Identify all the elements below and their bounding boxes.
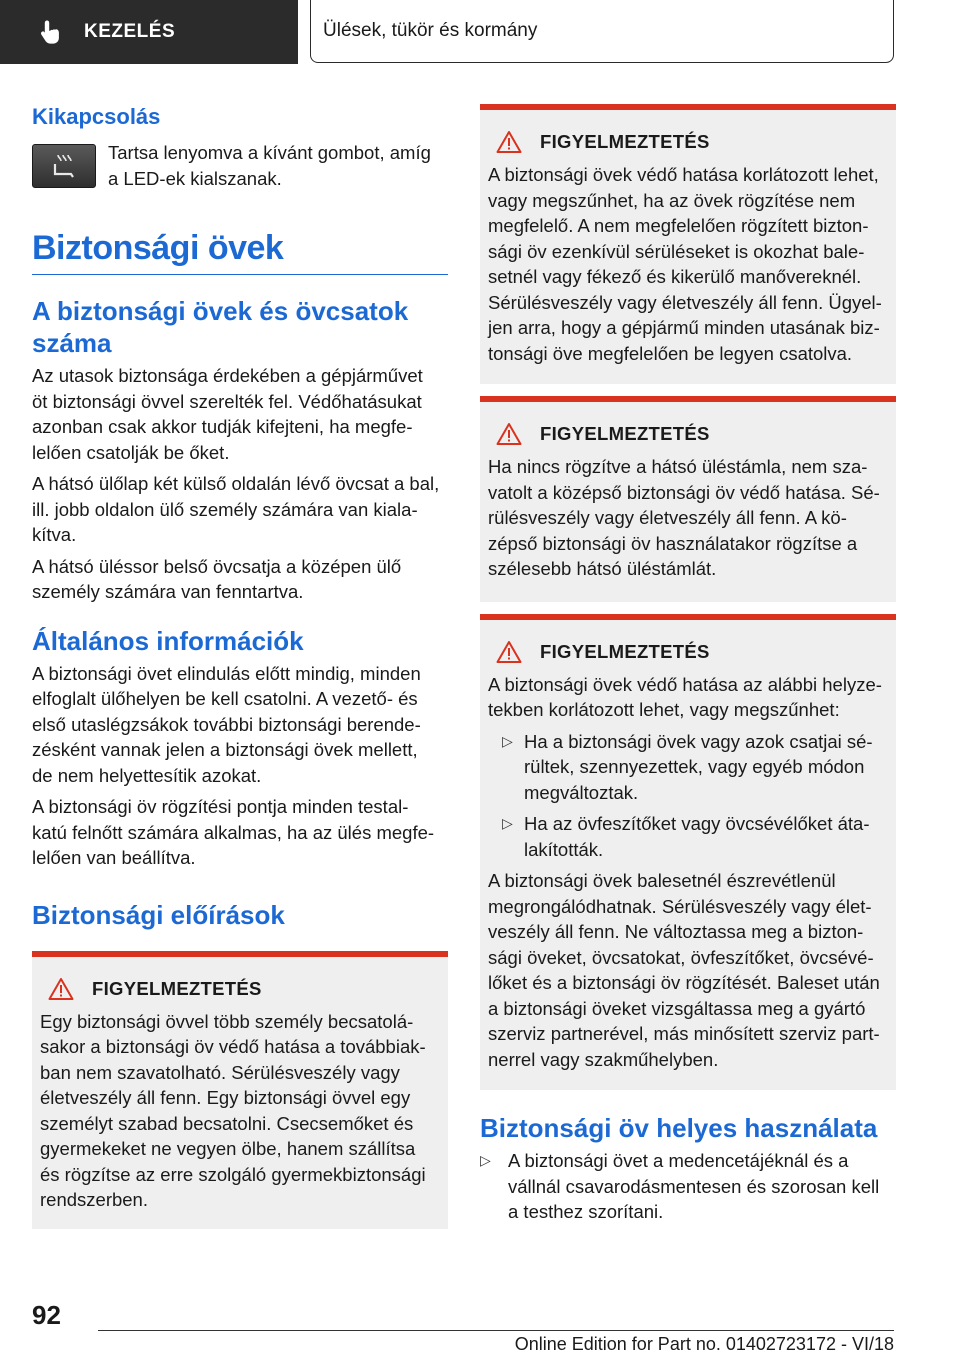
list-item [488,811,888,862]
text-line: A hátsó üléssor belső övcsatja a középen ülő [32,555,402,577]
list-item-line: Ha a biztonsági övek vagy azok csatjai sé- [524,730,873,752]
warning-text-line: zépső biztonsági öv használatakor rögzítse a [488,532,858,554]
text-line: lelően csatolják be őket. [32,441,230,463]
list-item-line: lakították. [524,838,604,860]
warning-triangle-icon [496,130,522,154]
warning-text-line: sakor a biztonsági öv védő hatása a továbbiak- [40,1036,426,1057]
text-line: öt biztonsági övvel szerelték fel. Védőhatásukat [32,390,422,412]
warning-text-line: tonsági öve megfelelően be legyen csatolva. [488,342,853,364]
warning-text-line: A biztonsági övek védő hatása korlátozott lehet, [488,164,879,185]
text-line: elfoglalt ülőhelyen be kell csatolni. A vezető- és [32,688,418,709]
text-line: zésként vannak jelen a biztonsági övek mellett, [32,739,418,760]
warning-text-line: megfelelő. A nem megfelelően rögzített bizton- [488,215,869,236]
chapter-tab [310,0,894,63]
text-line: azonban csak akkor tudják kifejteni, ha megfe- [32,416,413,437]
section-title-rule [32,274,448,275]
warning-text-line: szerviz partnerével, más minősített szerviz part- [488,1023,880,1044]
warning-text-line: ban nem szavatolható. Sérülésveszély vagy [40,1061,400,1083]
subsection-title-line: A biztonsági övek és övcsatok [32,296,409,326]
footer-rule [98,1330,894,1331]
text-line: A hátsó ülőlap két külső oldalán lévő övcsat a bal, [32,473,440,494]
warning-text-line: a biztonsági öveket vizsgáltassa meg a gyártó [488,997,866,1019]
subsection-title: Általános információk [32,625,304,656]
text-line: de nem helyettesítik azokat. [32,764,262,786]
subsection-title: Biztonsági előírások [32,899,285,930]
right-column [480,100,896,1225]
pointing-hand-icon [38,18,66,46]
warning-title: FIGYELMEZTETÉS [540,131,710,152]
warning-text-line: Ha nincs rögzítve a hátsó üléstámla, nem sza- [488,456,868,477]
warning-header [40,977,440,1001]
warning-text-line: setnél vagy fékező és kikerülő manővereknél. [488,266,862,287]
warning-text-line: A biztonsági övek balesetnél észrevétlenül [488,870,836,891]
warning-header [488,422,888,446]
paragraph [32,471,448,548]
warning-triangle-icon [496,640,522,664]
left-column [32,100,448,1229]
warning-text-line: jen arra, hogy a gépjármű minden utasának biz- [488,317,880,338]
warning-text-line: rendszerben. [40,1189,148,1210]
warning-text-line: veszély áll fenn. Ne változtassa meg a bizton- [488,921,864,942]
warning-header [488,130,888,154]
warning-triangle-icon [48,977,74,1001]
warning-text-line: gyermekeket ne vegyen ölbe, hanem szállítsa [40,1138,416,1159]
list-item-line: megváltoztak. [524,781,639,803]
footer-edition: Online Edition for Part no. 01402723172 - VI/18 [514,1334,894,1354]
warning-text-line: rülésveszély vagy életveszély áll fenn. A kö- [488,507,847,528]
warning-text-line: életveszély áll fenn. Egy biztonsági övvel egy [40,1087,411,1108]
kikapcsolas-text-line: a LED-ek kialszanak. [108,167,282,189]
warning-box [480,104,896,384]
page-number: 92 [32,1300,61,1330]
kikapcsolas-text-line: Tartsa lenyomva a kívánt gombot, amíg [108,142,431,163]
warning-text-line: A biztonsági övek védő hatása az alábbi helyze- [488,673,882,695]
bullet-triangle-icon: ▷ [502,815,513,831]
paragraph [32,554,448,605]
paragraph [488,868,888,1072]
text-line: Az utasok biztonsága érdekében a gépjárművet [32,365,423,386]
text-line: lelően van beállítva. [32,847,196,868]
warning-text-line: vagy megszűnhet, ha az övek rögzítése nem [488,189,856,211]
seat-heat-glyph-icon [49,152,79,180]
warning-triangle-icon [496,422,522,446]
warning-text-line: nerrel vagy szakműhelyben. [488,1048,719,1070]
text-line: katú felnőtt számára alkalmas, ha az ülés megfe- [32,821,435,843]
warning-title: FIGYELMEZTETÉS [540,423,710,444]
warning-text-line: megrongálódhatnak. Sérülésveszély vagy élet- [488,895,872,917]
text-line: első utaslégzsákok további biztonsági berende- [32,713,421,735]
text-line: A biztonsági öv rögzítési pontja minden testal- [32,796,409,817]
chapter-tab-label: Ülések, tükör és kormány [323,20,538,41]
subsection-title [32,295,448,359]
warning-title: FIGYELMEZTETÉS [92,977,262,999]
list-item-line: vállnál csavarodásmentesen és szorosan kell [508,1175,880,1197]
list-item-line: rültek, szennyezettek, vagy egyéb módon [524,756,865,777]
text-line: kítva. [32,524,77,545]
warning-text-line: sági öv ezenkívül sérüléseket is okozhat bale- [488,240,865,262]
list-item-line: Ha az övfeszítőket vagy övcsévélőket áta- [524,813,870,834]
list-item [480,1148,896,1225]
warning-text-line: Egy biztonsági övvel több személy becsatolá- [40,1010,414,1032]
paragraph [32,661,448,789]
section-tab [0,0,298,64]
warning-title: FIGYELMEZTETÉS [540,640,710,662]
bullet-triangle-icon: ▷ [480,1152,491,1168]
section-tab-label: KEZELÉS [84,21,176,42]
warning-text-line: szélesebb hátsó üléstámlát. [488,558,717,579]
warning-header [488,640,888,664]
warning-text-line: tekben korlátozott lehet, vagy megszűnhet: [488,699,840,720]
subsection-title: Biztonsági öv helyes használata [480,1113,878,1143]
text-line: ill. jobb oldalon ülő személy számára van kiala- [32,498,418,520]
seat-heating-button-icon [32,144,96,188]
warning-text-line: vatolt a középső biztonsági öv védő hatása. Sé- [488,481,880,503]
text-line: A biztonsági övet elindulás előtt mindig, minden [32,662,421,684]
paragraph [32,363,448,465]
warning-box [480,614,896,1091]
list-item-line: a testhez szorítani. [508,1201,664,1222]
warning-box [480,396,896,602]
kikapcsolas-heading: Kikapcsolás [32,104,161,129]
warning-text-line: Sérülésveszély vagy életveszély áll fenn. Ügyel- [488,291,882,313]
bullet-triangle-icon: ▷ [502,732,513,749]
warning-text-line: lőket és a biztonsági öv rögzítését. Baleset után [488,972,880,993]
page-header [0,0,960,66]
warning-box [32,951,448,1229]
list-item [488,729,888,806]
warning-text-line: sági öveket, övcsatokat, övfeszítőket, övcsévé- [488,946,874,968]
subsection-title-line: száma [32,328,112,358]
warning-text-line: és rögzítse az erre szolgáló gyermekbiztonsági [40,1163,426,1185]
paragraph [32,794,448,871]
kikapcsolas-block [32,140,448,191]
text-line: személy számára van fenntartva. [32,581,304,602]
section-title: Biztonsági övek [32,229,284,267]
list-item-line: A biztonsági övet a medencetájéknál és a [508,1150,849,1171]
warning-text-line: személyt szabad becsatolni. Csecsemőket és [40,1112,414,1134]
